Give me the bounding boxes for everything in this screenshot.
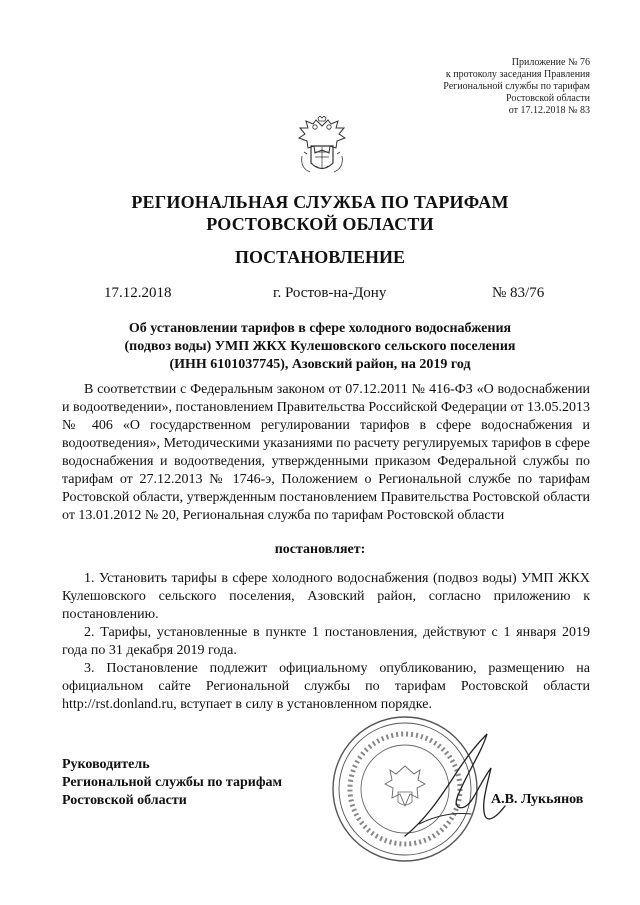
- role-line: Ростовской области: [62, 793, 187, 808]
- document-type: ПОСТАНОВЛЕНИЕ: [234, 247, 406, 267]
- signatory-name: А.В. Лукьянов: [491, 792, 584, 807]
- appendix-line: к протоколу заседания Правления: [445, 69, 590, 80]
- document-place: г. Ростов-на-Дону: [273, 285, 387, 301]
- resolution-item: 3. Постановление подлежит официальному опубликованию, размещению на официальном сайте Региональной службы по тарифам Ростовской области http://rst.donland.ru, вступает в силу в установленном порядке.: [62, 661, 590, 712]
- role-line: Региональной службы по тарифам: [62, 775, 283, 790]
- org-line: РЕГИОНАЛЬНАЯ СЛУЖБА ПО ТАРИФАМ: [131, 192, 509, 212]
- preamble: [62, 381, 590, 525]
- subject-line: (подвоз воды) УМП ЖКХ Кулешовского сельского поселения: [124, 339, 516, 354]
- resolution-items: [62, 570, 590, 714]
- appendix-line: Ростовской области: [506, 93, 590, 104]
- role-line: Руководитель: [62, 757, 150, 772]
- appendix-line: Приложение № 76: [511, 57, 590, 68]
- resolution-item: 2. Тарифы, установленные в пункте 1 постановления, действуют с 1 января 2019 года по 31 декабря 2019 года.: [62, 625, 590, 658]
- resolves-heading: постановляет:: [274, 542, 366, 557]
- preamble-paragraph: В соответствии с Федеральным законом от 07.12.2011 № 416-ФЗ «О водоснабжении и водоотведении», постановлением Правительства Российской Федерации от 13.05.2013 № 406 «О государственном регулировании тарифов в сфере водоснабжения и водоотведения», Методическими указаниями по расчету регулируемых тарифов в сфере водоснабжения и водоотведения, утвержденными приказом Федеральной службы по тарифам от 27.12.2013 № 1746-э, Положением о Региональной службе по тарифам Ростовской области, утвержденным постановлением Правительства Ростовской области от 13.01.2012 № 20, Региональная служба по тарифам Ростовской области: [62, 382, 590, 523]
- signatory-role: [62, 756, 322, 810]
- subject-line: Об установлении тарифов в сфере холодного водоснабжения: [128, 321, 512, 336]
- appendix-note: [350, 57, 590, 117]
- issuing-authority: [0, 191, 640, 235]
- appendix-line: Региональной службы по тарифам: [443, 81, 590, 92]
- appendix-line: от 17.12.2018 № 83: [508, 105, 590, 116]
- document-number: № 83/76: [492, 285, 545, 301]
- document-subject: [80, 320, 560, 374]
- document-date: 17.12.2018: [104, 285, 172, 301]
- handwritten-signature-icon: [395, 728, 510, 848]
- coat-of-arms-icon: [296, 116, 348, 178]
- resolution-item: 1. Установить тарифы в сфере холодного водоснабжения (подвоз воды) УМП ЖКХ Кулешовского сельского поселения, Азовский район, согласно приложению к постановлению.: [62, 571, 590, 622]
- subject-line: (ИНН 6101037745), Азовский район, на 2019 год: [169, 357, 471, 372]
- org-line: РОСТОВСКОЙ ОБЛАСТИ: [206, 214, 434, 234]
